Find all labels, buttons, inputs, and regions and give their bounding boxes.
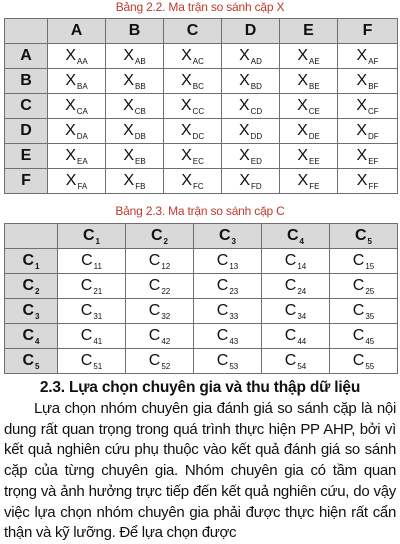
header-subscript: 2 — [35, 286, 40, 296]
cell-subscript: DF — [368, 131, 379, 141]
row-header: B — [5, 69, 48, 94]
matrix-cell: $C_{34}$ — [262, 299, 330, 324]
matrix-cell: $C_{53}$ — [194, 349, 262, 374]
cell-subscript: 15 — [365, 261, 375, 271]
row-header: $C_1$ — [5, 249, 58, 274]
header-subscript: 1 — [95, 236, 100, 246]
cell-subscript: FC — [193, 181, 204, 191]
column-header: F — [338, 19, 398, 44]
matrix-cell: $C_{24}$ — [262, 274, 330, 299]
matrix-cell: $X_{CD}$ — [222, 94, 280, 119]
cell-subscript: 11 — [93, 261, 102, 271]
matrix-cell: $X_{AF}$ — [338, 44, 398, 69]
corner-cell — [5, 224, 58, 249]
matrix-cell: $X_{EF}$ — [338, 144, 398, 169]
cell-subscript: BD — [250, 81, 262, 91]
matrix-cell: $X_{FB}$ — [106, 169, 164, 194]
matrix-cell: $X_{ED}$ — [222, 144, 280, 169]
matrix-cell: $C_{33}$ — [194, 299, 262, 324]
cell-subscript: 32 — [161, 311, 171, 321]
column-header: $C_4$ — [262, 224, 330, 249]
table-row — [5, 44, 398, 69]
column-header: $C_2$ — [126, 224, 194, 249]
matrix-cell: $X_{FD}$ — [222, 169, 280, 194]
matrix-cell: $C_{51}$ — [58, 349, 126, 374]
table-row — [5, 299, 398, 324]
cell-subscript: 31 — [93, 311, 103, 321]
cell-subscript: EB — [135, 156, 146, 166]
cell-subscript: 55 — [365, 361, 375, 371]
cell-subscript: AA — [77, 56, 88, 66]
row-header: $C_5$ — [5, 349, 58, 374]
table-x-caption: Bảng 2.2. Ma trận so sánh cặp X — [115, 0, 285, 14]
row-header: $C_3$ — [5, 299, 58, 324]
table-row — [5, 274, 398, 299]
matrix-cell: $X_{BF}$ — [338, 69, 398, 94]
cell-subscript: 21 — [93, 286, 103, 296]
matrix-cell: $X_{DA}$ — [48, 119, 106, 144]
matrix-cell: $C_{52}$ — [126, 349, 194, 374]
cell-subscript: AD — [250, 56, 262, 66]
cell-subscript: EA — [77, 156, 88, 166]
table-row — [5, 249, 398, 274]
matrix-cell: $C_{41}$ — [58, 324, 126, 349]
table-row — [5, 169, 398, 194]
cell-subscript: DD — [250, 131, 263, 141]
section-heading: 2.3. Lựa chọn chuyên gia và thu thập dữ liệu — [39, 379, 361, 396]
cell-subscript: 45 — [365, 336, 375, 346]
cell-subscript: CB — [134, 106, 146, 116]
cell-subscript: CE — [308, 106, 320, 116]
cell-subscript: 22 — [161, 286, 171, 296]
header-subscript: 2 — [163, 236, 168, 246]
cell-subscript: 23 — [229, 286, 239, 296]
header-subscript: 1 — [35, 261, 40, 271]
cell-subscript: AE — [309, 56, 320, 66]
cell-subscript: 43 — [229, 336, 239, 346]
cell-subscript: DA — [76, 131, 88, 141]
header-subscript: 5 — [367, 236, 372, 246]
matrix-cell: $X_{CA}$ — [48, 94, 106, 119]
matrix-cell: $X_{AC}$ — [164, 44, 222, 69]
matrix-cell: $C_{23}$ — [194, 274, 262, 299]
cell-subscript: EE — [309, 156, 320, 166]
table-row — [5, 144, 398, 169]
cell-subscript: 42 — [161, 336, 171, 346]
matrix-cell: $X_{DB}$ — [106, 119, 164, 144]
matrix-cell: $C_{54}$ — [262, 349, 330, 374]
matrix-cell: $C_{44}$ — [262, 324, 330, 349]
cell-subscript: 44 — [297, 336, 307, 346]
cell-subscript: 25 — [365, 286, 375, 296]
header-subscript: 4 — [35, 336, 40, 346]
row-header: E — [5, 144, 48, 169]
cell-subscript: 13 — [229, 261, 239, 271]
column-header: B — [106, 19, 164, 44]
table-c-caption: Bảng 2.3. Ma trận so sánh cặp C — [115, 204, 285, 218]
header-row — [5, 19, 398, 44]
matrix-cell: $X_{CC}$ — [164, 94, 222, 119]
matrix-cell: $C_{35}$ — [330, 299, 398, 324]
matrix-cell: $X_{CB}$ — [106, 94, 164, 119]
cell-subscript: CC — [192, 106, 205, 116]
section-paragraph: Lựa chọn nhóm chuyên gia đánh giá so sánh cặp là nội dung rất quan trọng trong quá trình thực hiện PP AHP, bởi vì kết quả nghiên cứu phụ thuộc vào kết quả đánh giá so sánh cặp của từng chuyên gia. Nhóm chuyên gia có tầm quan trọng và ảnh hưởng trực tiếp đến kết quả nghiên cứu, do vậy việc lựa chọn nhóm chuyên gia phải được thực hiện rất cẩn thận và kỹ lưỡng. Để lựa chọn được — [4, 400, 396, 542]
matrix-cell: $X_{EC}$ — [164, 144, 222, 169]
matrix-cell: $C_{11}$ — [58, 249, 126, 274]
table-row — [5, 349, 398, 374]
matrix-cell: $C_{22}$ — [126, 274, 194, 299]
cell-subscript: 53 — [229, 361, 239, 371]
cell-subscript: CF — [368, 106, 379, 116]
column-header: $C_5$ — [330, 224, 398, 249]
cell-subscript: 12 — [161, 261, 171, 271]
matrix-cell: $X_{DC}$ — [164, 119, 222, 144]
matrix-cell: $X_{EE}$ — [280, 144, 338, 169]
cell-subscript: 14 — [297, 261, 307, 271]
cell-subscript: FF — [368, 181, 379, 191]
cell-subscript: FD — [251, 181, 262, 191]
matrix-cell: $X_{BC}$ — [164, 69, 222, 94]
cell-subscript: 24 — [297, 286, 307, 296]
matrix-cell: $C_{25}$ — [330, 274, 398, 299]
cell-subscript: DC — [192, 131, 205, 141]
table-row — [5, 324, 398, 349]
matrix-cell: $C_{15}$ — [330, 249, 398, 274]
cell-subscript: ED — [250, 156, 262, 166]
header-subscript: 4 — [299, 236, 304, 246]
comparison-matrix-c — [4, 223, 398, 374]
matrix-cell: $C_{21}$ — [58, 274, 126, 299]
matrix-cell: $X_{DF}$ — [338, 119, 398, 144]
matrix-cell: $X_{DE}$ — [280, 119, 338, 144]
matrix-cell: $X_{BA}$ — [48, 69, 106, 94]
cell-subscript: BE — [309, 81, 320, 91]
column-header: $C_1$ — [58, 224, 126, 249]
cell-subscript: 41 — [93, 336, 103, 346]
matrix-cell: $C_{31}$ — [58, 299, 126, 324]
cell-subscript: FB — [135, 181, 146, 191]
matrix-cell: $C_{55}$ — [330, 349, 398, 374]
cell-subscript: EF — [368, 156, 379, 166]
cell-subscript: AC — [192, 56, 204, 66]
cell-subscript: FA — [77, 181, 88, 191]
cell-subscript: DB — [134, 131, 146, 141]
cell-subscript: 52 — [161, 361, 171, 371]
matrix-cell: $X_{AB}$ — [106, 44, 164, 69]
cell-subscript: FE — [309, 181, 320, 191]
matrix-cell: $C_{45}$ — [330, 324, 398, 349]
cell-subscript: AF — [368, 56, 379, 66]
header-subscript: 3 — [231, 236, 236, 246]
cell-subscript: 54 — [297, 361, 307, 371]
matrix-cell: $X_{BD}$ — [222, 69, 280, 94]
matrix-cell: $C_{12}$ — [126, 249, 194, 274]
matrix-cell: $C_{43}$ — [194, 324, 262, 349]
row-header: C — [5, 94, 48, 119]
row-header: D — [5, 119, 48, 144]
matrix-cell: $X_{AA}$ — [48, 44, 106, 69]
matrix-cell: $X_{FC}$ — [164, 169, 222, 194]
cell-subscript: CD — [250, 106, 263, 116]
matrix-cell: $C_{32}$ — [126, 299, 194, 324]
cell-subscript: EC — [192, 156, 204, 166]
row-header: A — [5, 44, 48, 69]
column-header: D — [222, 19, 280, 44]
matrix-cell: $X_{FA}$ — [48, 169, 106, 194]
table-row — [5, 119, 398, 144]
matrix-cell: $X_{FE}$ — [280, 169, 338, 194]
cell-subscript: BA — [77, 81, 88, 91]
matrix-cell: $X_{CF}$ — [338, 94, 398, 119]
column-header: E — [280, 19, 338, 44]
matrix-cell: $X_{CE}$ — [280, 94, 338, 119]
matrix-cell: $X_{DD}$ — [222, 119, 280, 144]
column-header: A — [48, 19, 106, 44]
cell-subscript: BC — [192, 81, 204, 91]
column-header: $C_3$ — [194, 224, 262, 249]
header-subscript: 5 — [35, 361, 40, 371]
cell-subscript: 51 — [93, 361, 103, 371]
matrix-cell: $X_{EA}$ — [48, 144, 106, 169]
matrix-cell: $C_{13}$ — [194, 249, 262, 274]
header-row — [5, 224, 398, 249]
column-header: C — [164, 19, 222, 44]
cell-subscript: 34 — [297, 311, 307, 321]
matrix-cell: $X_{BB}$ — [106, 69, 164, 94]
corner-cell — [5, 19, 48, 44]
row-header: $C_4$ — [5, 324, 58, 349]
table-row — [5, 94, 398, 119]
matrix-cell: $X_{AD}$ — [222, 44, 280, 69]
cell-subscript: BB — [135, 81, 146, 91]
cell-subscript: CA — [76, 106, 88, 116]
matrix-cell: $X_{EB}$ — [106, 144, 164, 169]
cell-subscript: 33 — [229, 311, 239, 321]
matrix-cell: $C_{42}$ — [126, 324, 194, 349]
row-header: $C_2$ — [5, 274, 58, 299]
cell-subscript: BF — [368, 81, 379, 91]
table-row — [5, 69, 398, 94]
cell-subscript: AB — [135, 56, 146, 66]
cell-subscript: 35 — [365, 311, 375, 321]
section-body — [4, 399, 396, 544]
matrix-cell: $X_{BE}$ — [280, 69, 338, 94]
cell-subscript: DE — [308, 131, 320, 141]
header-subscript: 3 — [35, 311, 40, 321]
matrix-cell: $C_{14}$ — [262, 249, 330, 274]
comparison-matrix-x — [4, 18, 398, 194]
row-header: F — [5, 169, 48, 194]
matrix-cell: $X_{AE}$ — [280, 44, 338, 69]
matrix-cell: $X_{FF}$ — [338, 169, 398, 194]
